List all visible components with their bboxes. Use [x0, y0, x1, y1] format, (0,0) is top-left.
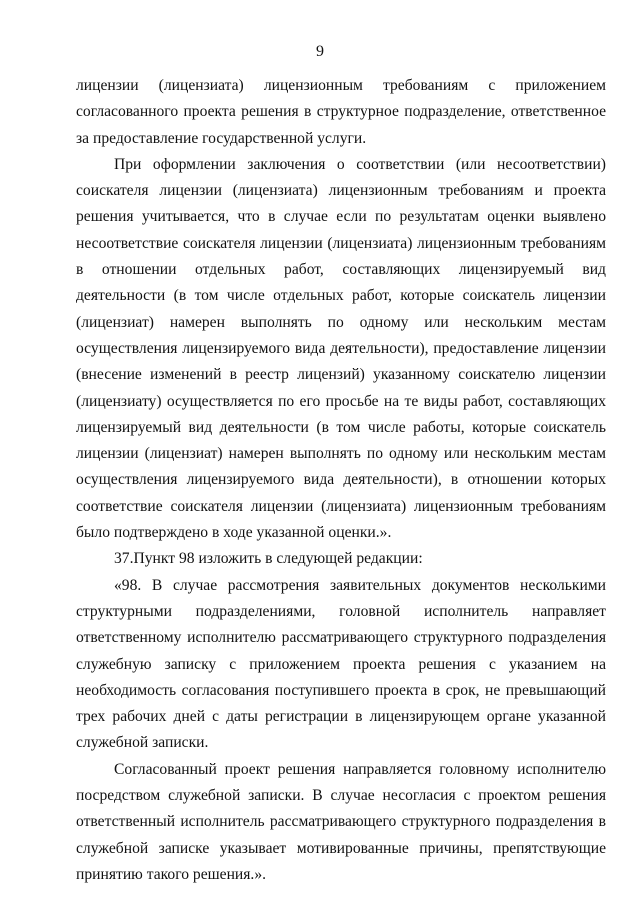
item-number: 37.	[114, 550, 134, 568]
document-body	[76, 73, 606, 888]
paragraph-text: лицензии (лицензиата) лицензионным требованиям с приложением согласованного проекта решения в структурное подразделение, ответственное за предоставление государственной услуги.	[76, 77, 606, 147]
paragraph-item-37	[76, 546, 606, 572]
paragraph-text: «98. В случае рассмотрения заявительных документов несколькими структурными подразделениями, головной исполнитель направляет ответственному исполнителю рассматривающего структурного подразделения служебную записку с приложением проекта решения с указанием на необходимость согласования поступившего проекта в срок, не превышающий трех рабочих дней с даты регистрации в лицензирующем органе указанной служебной записки.	[76, 576, 606, 752]
paragraph-continuation	[76, 73, 606, 152]
page-number: 9	[316, 43, 324, 60]
paragraph-text: Согласованный проект решения направляется головному исполнителю посредством служебной записки. В случае несогласия с проектом решения ответственный исполнитель рассматривающего структурного подразделения в служебной записке указывает мотивированные причины, препятствующие принятию такого решения.».	[76, 760, 606, 883]
paragraph-text: При оформлении заключения о соответствии (или несоответствии) соискателя лицензии (лицензиата) лицензионным требованиям и проекта решения учитывается, что в случае если по результатам оценки выявлено несоответствие соискателя лицензии (лицензиата) лицензионным требованиям в отношении отдельных работ, составляющих лицензируемый вид деятельности (в том числе отдельных работ, которые соискатель лицензии (лицензиат) намерен выполнять по одному или нескольким местам осуществления лицензируемого вида деятельности), предоставление лицензии (внесение изменений в реестр лицензий) указанному соискателю лицензии (лицензиату) осуществляется по его просьбе на те виды работ, составляющих лицензируемый вид деятельности (в том числе работы, которые соискатель лицензии (лицензиат) намерен выполнять по одному или нескольким местам осуществления лицензируемого вида деятельности), в отношении которых соответствие соискателя лицензии (лицензиата) лицензионным требованиям было подтверждено в ходе указанной оценки.».	[76, 155, 606, 542]
paragraph-item-98	[76, 573, 606, 757]
paragraph-agreed-draft	[76, 757, 606, 888]
paragraph-conclusion	[76, 152, 606, 546]
paragraph-text: Пункт 98 изложить в следующей редакции:	[133, 550, 423, 568]
